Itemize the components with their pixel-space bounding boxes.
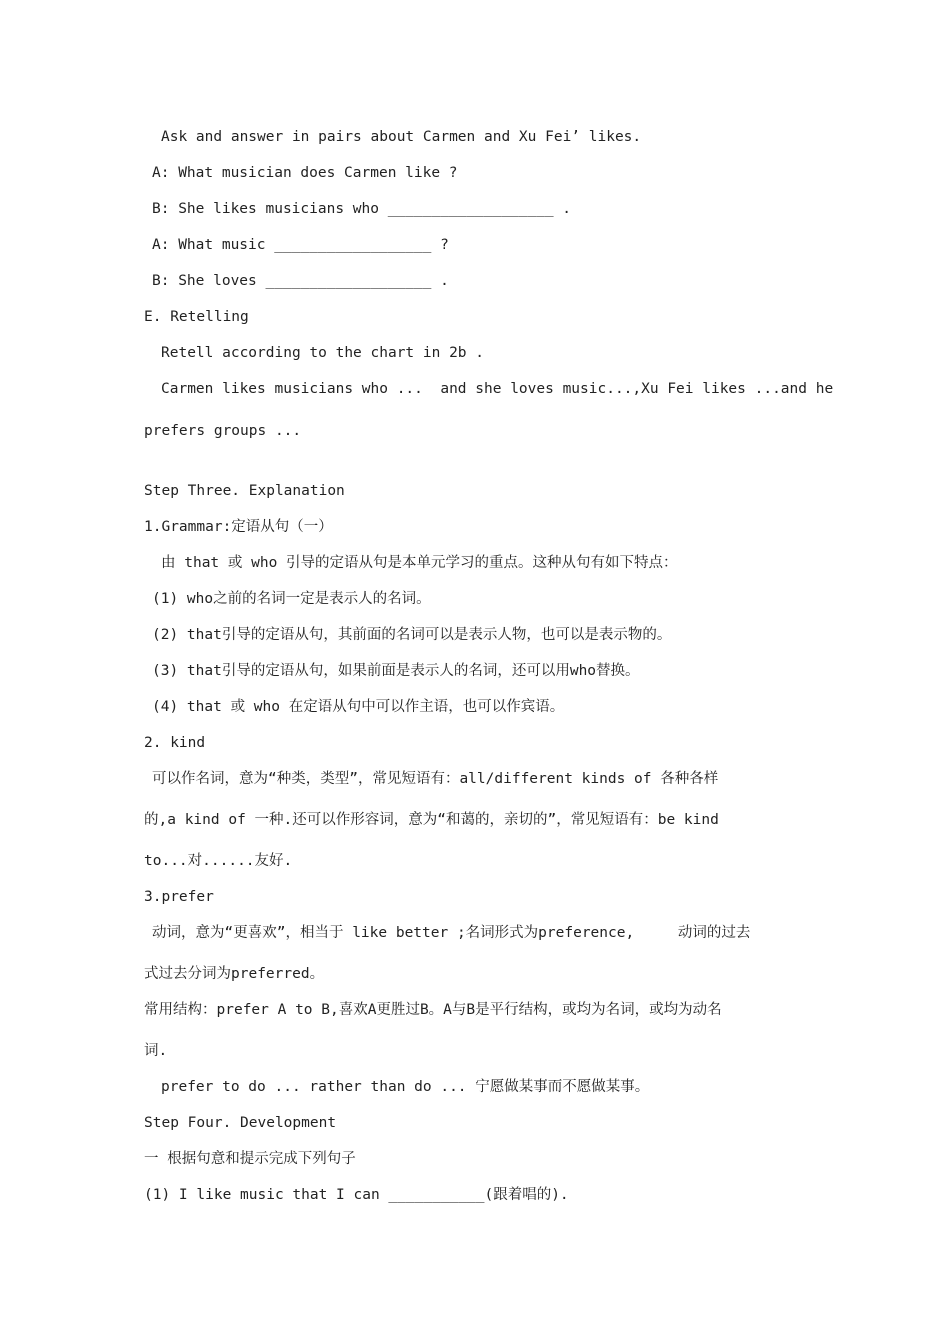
prefer-line-5: prefer to do ... rather than do ... 宁愿做某事而不愿做某事。 — [161, 1079, 650, 1095]
retell-line-2: prefers groups ... — [144, 423, 302, 439]
grammar-title: 1.Grammar:定语从句（一） — [144, 519, 333, 535]
retell-instruction: Retell according to the chart in 2b . — [161, 345, 485, 361]
exercise-instruction: 一 根据句意和提示完成下列句子 — [144, 1151, 356, 1167]
prefer-title: 3.prefer — [144, 889, 214, 905]
kind-line-1: 可以作名词，意为“种类，类型”，常见短语有：all/different kinds of 各种各样 — [152, 771, 719, 787]
exercise-item-1: (1) I like music that I can ___________(跟着唱的). — [144, 1187, 569, 1203]
kind-title: 2. kind — [144, 735, 206, 751]
dialogue-question-1: A: What musician does Carmen like ? — [152, 165, 458, 181]
section-e-heading: E. Retelling — [144, 309, 249, 325]
grammar-point-2: (2) that引导的定语从句，其前面的名词可以是表示人物，也可以是表示物的。 — [152, 627, 672, 643]
grammar-point-3: (3) that引导的定语从句，如果前面是表示人的名词，还可以用who替换。 — [152, 663, 640, 679]
prefer-line-3: 常用结构：prefer A to B,喜欢A更胜过B。A与B是平行结构，或均为名词，或均为动名 — [144, 1002, 722, 1018]
dialogue-answer-2: B: She loves ___________________ . — [152, 273, 449, 289]
prefer-line-4: 词. — [144, 1043, 168, 1059]
step-three-heading: Step Three. Explanation — [144, 483, 345, 499]
kind-line-3: to...对......友好. — [144, 853, 293, 869]
dialogue-answer-1: B: She likes musicians who ___________________ . — [152, 201, 572, 217]
pair-work-instruction: Ask and answer in pairs about Carmen and Xu Fei’ likes. — [161, 129, 642, 145]
grammar-point-1: (1) who之前的名词一定是表示人的名词。 — [152, 591, 431, 607]
retell-line-1: Carmen likes musicians who ... and she loves music...,Xu Fei likes ...and he — [161, 381, 834, 397]
step-four-heading: Step Four. Development — [144, 1115, 337, 1131]
prefer-line-2: 式过去分词为preferred。 — [144, 966, 325, 982]
grammar-intro: 由 that 或 who 引导的定语从句是本单元学习的重点。这种从句有如下特点： — [161, 555, 678, 571]
grammar-point-4: (4) that 或 who 在定语从句中可以作主语，也可以作宾语。 — [152, 699, 565, 715]
kind-line-2: 的,a kind of 一种.还可以作形容词，意为“和蔼的，亲切的”，常见短语有：be kind — [144, 812, 719, 828]
prefer-line-1: 动词，意为“更喜欢”，相当于 like better ;名词形式为preference, 动词的过去 — [152, 925, 751, 941]
dialogue-question-2: A: What music __________________ ? — [152, 237, 449, 253]
